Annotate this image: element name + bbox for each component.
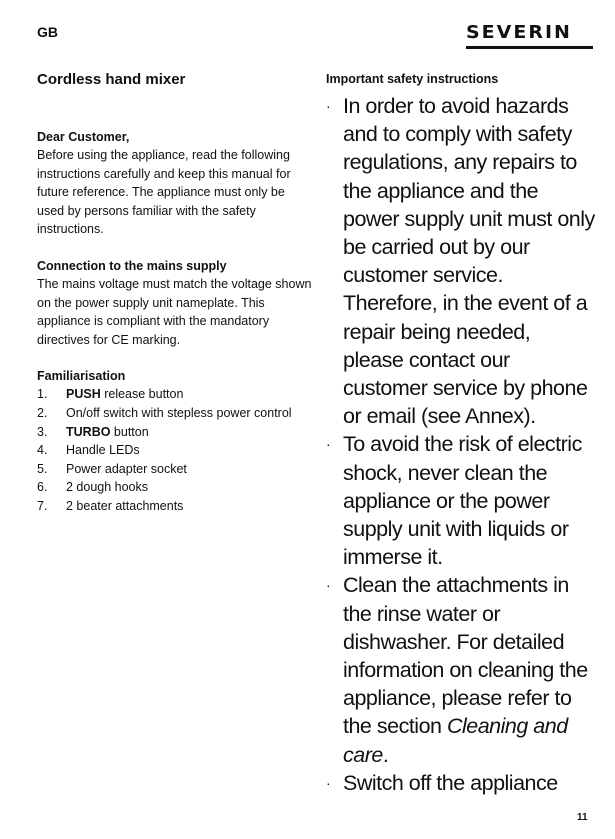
bullet-icon: · — [326, 577, 331, 594]
safety-item — [326, 769, 596, 797]
safety-text: Clean the attachments in the rinse water or dishwasher. For detailed information on cleaning the appliance, please refer to the section Cleaning and care. — [343, 573, 588, 767]
item-label: Power adapter socket — [66, 461, 187, 476]
item-text — [66, 385, 312, 404]
left-column — [37, 70, 312, 516]
list-item — [37, 423, 312, 442]
item-label: 2 beater attachments — [66, 498, 184, 513]
item-text — [66, 441, 312, 460]
item-text — [66, 423, 312, 442]
bullet-icon: · — [326, 436, 331, 453]
item-label: On/off switch with stepless power control — [66, 405, 292, 420]
list-item — [37, 441, 312, 460]
item-text — [66, 460, 312, 479]
list-item — [37, 385, 312, 404]
page-number: 11 — [577, 812, 588, 823]
brand-logo: SEVERIN — [466, 22, 572, 43]
item-number: 3. — [37, 424, 48, 439]
intro-paragraph: Before using the appliance, read the following instructions carefully and keep this manual for future reference. The appliance must only be used by persons familiar with the safety instructions. — [37, 148, 291, 237]
section-reference: Cleaning and care — [343, 714, 568, 767]
safety-item — [326, 92, 596, 430]
greeting-heading: Dear Customer, — [37, 130, 130, 144]
right-column — [326, 70, 596, 797]
item-label: Handle LEDs — [66, 443, 140, 458]
list-item — [37, 497, 312, 516]
safety-text: Switch off the appliance — [343, 770, 558, 795]
item-number: 6. — [37, 480, 48, 495]
document-title: Cordless hand mixer — [37, 71, 186, 88]
item-number: 4. — [37, 443, 48, 458]
item-bold: TURBO — [66, 424, 111, 439]
item-label: button — [110, 424, 149, 439]
safety-item — [326, 571, 596, 768]
safety-text: In order to avoid hazards and to comply with safety regulations, any repairs to the appliance and the power supply unit must only be carried out by our customer service. Therefore, in the event of a repair being needed, please contact our customer service by phone or email (see Annex). — [343, 94, 595, 429]
familiarisation-heading: Familiarisation — [37, 369, 126, 384]
item-text — [66, 478, 312, 497]
item-label: 2 dough hooks — [66, 480, 149, 495]
bullet-icon: · — [326, 98, 331, 114]
safety-heading: Important safety instructions — [326, 72, 499, 86]
item-label: release button — [100, 387, 184, 402]
list-item — [37, 478, 312, 497]
mains-heading: Connection to the mains supply — [37, 258, 227, 273]
list-item — [37, 404, 312, 423]
mains-paragraph: The mains voltage must match the voltage shown on the power supply unit nameplate. This appliance is compliant with the mandatory directives for CE marking. — [37, 276, 312, 347]
item-number: 5. — [37, 461, 48, 476]
item-number: 2. — [37, 405, 48, 420]
safety-list — [326, 92, 596, 797]
list-item — [37, 460, 312, 479]
safety-item — [326, 430, 596, 571]
language-code: GB — [37, 24, 58, 40]
item-text — [66, 404, 312, 423]
bullet-icon: · — [326, 774, 331, 791]
item-bold: PUSH — [66, 387, 101, 402]
familiarisation-list — [37, 385, 312, 515]
item-number: 7. — [37, 498, 48, 513]
safety-text: To avoid the risk of electric shock, never clean the appliance or the power supply unit with liquids or immerse it. — [343, 432, 582, 570]
item-text — [66, 497, 312, 516]
logo-underline — [466, 46, 593, 49]
item-number: 1. — [37, 387, 48, 402]
